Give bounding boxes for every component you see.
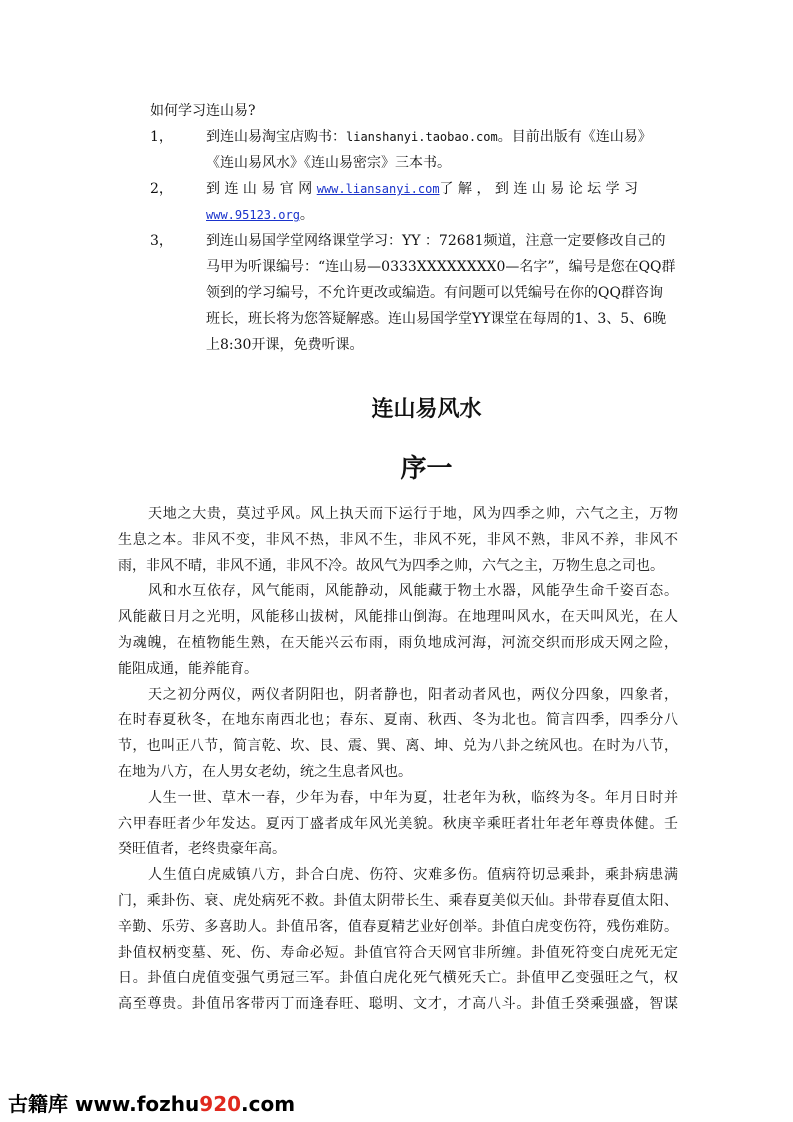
item-text: 班长，班长将为您答疑解惑。连山易国学堂YY课堂在每周的1、3、5、6晚 (206, 311, 667, 327)
intro-section (150, 98, 676, 358)
body-line: 风能蔽日月之光明，风能移山拔树，风能排山倒海。在地理叫风水，在天叫风光，在人 (118, 609, 678, 626)
body-line: 高至尊贵。卦值吊客带丙丁而逢春旺、聪明、文才，才高八斗。卦值壬癸乘强盛，智谋 (118, 996, 678, 1013)
item-number: 3， (150, 233, 173, 249)
watermark-suffix: .com (241, 1092, 296, 1116)
body-line: 六甲春旺者少年发达。夏丙丁盛者成年风光美貌。秋庚辛乘旺者壮年老年尊贵体健。壬 (118, 815, 678, 832)
document-title: 连山易风水 (371, 397, 482, 422)
body-line: 天之初分两仪，两仪者阴阳也，阴者静也，阳者动者风也，两仪分四象，四象者， (148, 686, 678, 703)
body-line: 天地之大贵，莫过乎风。风上执天而下运行于地，风为四季之帅，六气之主，万物 (148, 506, 678, 522)
item-text: 。目前出版有《连山易》 (497, 129, 652, 145)
intro-item-3 (150, 228, 665, 254)
body-line: 辛勤、乐劳、多喜助人。卦值吊客，值春夏精艺业好创举。卦值白虎变伤符，残伤难防。 (118, 918, 678, 935)
body-line: 癸旺值者，老终贵豪年高。 (118, 841, 286, 858)
item-text: 了 解 ， 到 连 山 易 论 坛 学 习 (439, 181, 639, 197)
body-line: 雨，非风不晴，非风不通，非风不冷。故风气为四季之帅，六气之主，万物生息之司也。 (118, 557, 664, 574)
body-line: 在地为八方，在人男女老幼，统之生息者风也。 (118, 763, 412, 780)
preface-body (118, 502, 678, 1018)
body-line: 人生值白虎威镇八方，卦合白虎、伤符、灾难多伤。值病符切忌乘卦，乘卦病患满 (148, 867, 678, 884)
item-number: 2， (150, 181, 173, 197)
body-line: 为魂魄，在植物能生熟，在天能兴云布雨，雨负地成河海，河流交织而形成天网之险， (118, 634, 678, 651)
item-text: 到连山易淘宝店购书： (206, 129, 346, 145)
body-line: 卦值权柄变墓、死、伤、寿命必短。卦值官符合天网官非所缠。卦值死符变白虎死无定 (118, 944, 678, 961)
body-line: 能阻成通，能养能育。 (118, 660, 258, 677)
forum-link[interactable]: www.95123.org (206, 208, 300, 222)
intro-item-2 (150, 176, 665, 202)
body-line: 在时春夏秋冬，在地东南西北也；春东、夏南、秋西、冬为北也。简言四季，四季分八 (118, 712, 678, 729)
intro-item-2-continuation (206, 202, 665, 228)
intro-title: 如何学习连山易? (150, 103, 256, 119)
item-number: 1， (150, 129, 173, 145)
item-text: 马甲为听课编号：“连山易—0333XXXXXXXX0—名字”，编号是您在QQ群 (206, 259, 676, 275)
preface-heading: 序一 (400, 454, 453, 484)
intro-item-1 (150, 124, 665, 150)
item-text: 到连山易国学堂网络课堂学习：YY ：72681频道，注意一定要修改自己的 (206, 233, 666, 249)
watermark (8, 1088, 295, 1117)
body-line: 节，也叫正八节，简言乾、坎、艮、震、巽、离、坤、兑为八卦之统风也。在时为八节， (118, 738, 678, 755)
taobao-url: lianshanyi.taobao.com (346, 130, 498, 144)
item-text: 到 连 山 易 官 网 (206, 181, 313, 197)
watermark-number: 920 (199, 1092, 242, 1116)
body-line: 风和水互依存，风气能雨，风能静动，风能藏于物土水器，风能孕生命千姿百态。 (148, 583, 678, 600)
intro-item-1-continuation: 《连山易风水》《连山易密宗》三本书。 (206, 155, 451, 171)
item-text: 。 (299, 207, 314, 223)
body-line: 生息之本。非风不变，非风不热，非风不生，非风不死，非风不熟，非风不养，非风不 (118, 531, 678, 548)
item-text: 领到的学习编号，不允许更改或编造。有问题可以凭编号在你的QQ群咨询 (206, 285, 663, 301)
item-text: 上8:30开课，免费听课。 (206, 337, 364, 353)
body-line: 日。卦值白虎值变强气勇冠三军。卦值白虎化死气横死夭亡。卦值甲乙变强旺之气，权 (118, 970, 678, 987)
official-site-link[interactable]: www.liansanyi.com (316, 182, 440, 196)
watermark-prefix: 古籍库 www.fozhu (8, 1092, 200, 1116)
body-line: 门，乘卦伤、衰、虎处病死不救。卦值太阴带长生、乘春夏美似天仙。卦带春夏值太阳、 (118, 892, 678, 909)
body-line: 人生一世、草木一春，少年为春，中年为夏，壮老年为秋，临终为冬。年月日时并 (148, 789, 678, 806)
